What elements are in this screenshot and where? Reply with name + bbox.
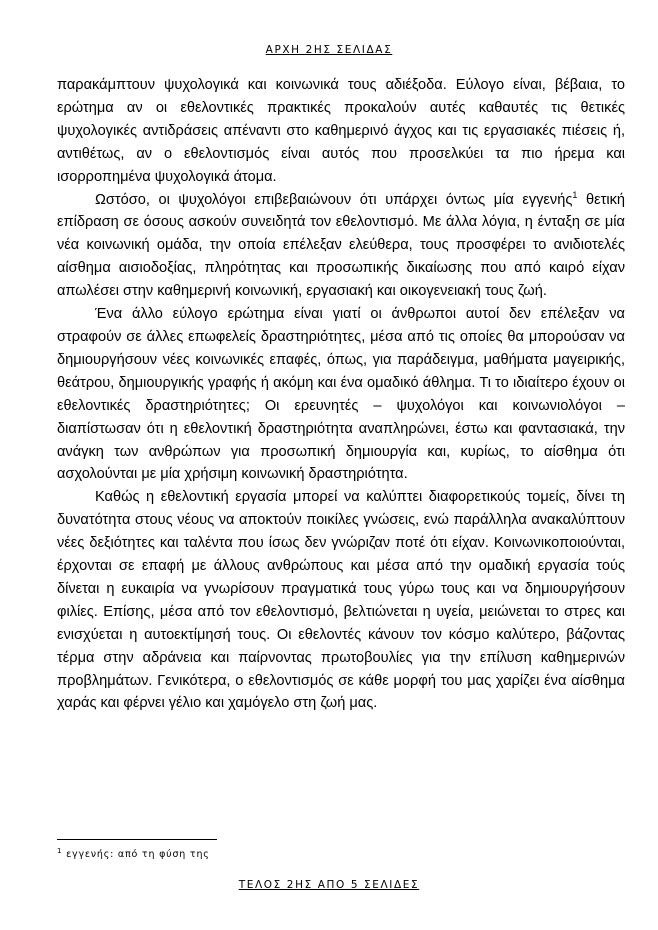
paragraph-2-part-2: θετική επίδραση σε όσους ασκούν συνειδητά τον εθελοντισμό. Με άλλα λόγια, η ένταξη σε μία νέα κοινωνική ομάδα, την οποία επέλεξαν ελεύθερα, τους προσφέρει το ανιδιοτελές αίσθημα αισιοδοξίας, πληρότητας και προσωπικής δικαίωσης που από καιρό είχαν απωλέσει στην καθημερινή κοινωνική, εργασιακή και οικογενειακή τους ζωή.	[57, 191, 625, 300]
footnote-reference: 1	[572, 189, 578, 200]
footnote-text: εγγενής: από τη φύση της	[62, 849, 210, 861]
footnote-marker: 1	[57, 847, 63, 855]
footnote-separator	[57, 839, 217, 840]
footnote	[57, 847, 557, 860]
body-text	[57, 74, 625, 715]
page-footer: ΤΕΛΟΣ 2ΗΣ ΑΠΟ 5 ΣΕΛΙΔΕΣ	[238, 879, 420, 891]
paragraph-2	[57, 189, 625, 304]
paragraph-3: Ένα άλλο εύλογο ερώτημα είναι γιατί οι άνθρωποι αυτοί δεν επέλεξαν να στραφούν σε άλλες επωφελείς δραστηριότητες, μέσα από τις οποίες θα μπορούσαν να δημιουργήσουν νέες κοινωνικές επαφές, όπως, για παράδειγμα, μαθήματα μαγειρικής, θεάτρου, δημιουργικής γραφής ή ακόμη και ένα ομαδικό άθλημα. Τι το ιδιαίτερο έχουν οι εθελοντικές δραστηριότητες; Οι ερευνητές – ψυχολόγοι και κοινωνιολόγοι – διαπίστωσαν ότι η εθελοντική δραστηριότητα αναπληρώνει, έστω και φαντασιακά, την ανάγκη των ανθρώπων για προσωπική δημιουργία και, κυρίως, το αίσθημα ότι ασχολούνται με μία χρήσιμη κοινωνική δραστηριότητα.	[57, 306, 625, 483]
paragraph-2-part-1: Ωστόσο, οι ψυχολόγοι επιβεβαιώνουν ότι υπάρχει όντως μία εγγενής	[95, 191, 573, 208]
paragraph-4: Καθώς η εθελοντική εργασία μπορεί να καλύπτει διαφορετικούς τομείς, δίνει τη δυνατότητα στους νέους να αποκτούν ποικίλες γνώσεις, ενώ παράλληλα ανακαλύπτουν νέες δεξιότητες και ταλέντα που ίσως δεν γνώριζαν ποτέ ότι είχαν. Κοινωνικοποιούνται, έρχονται σε επαφή με άλλους ανθρώπους και μέσα από την ομαδική εργασία τούς δίνεται η ευκαιρία να γνωρίσουν πραγματικά τους γύρω τους και να δημιουργήσουν φιλίες. Επίσης, μέσα από τον εθελοντισμό, βελτιώνεται η υγεία, μειώνεται το στρες και ενισχύεται η αυτοεκτίμησή τους. Οι εθελοντές κάνουν τον κόσμο καλύτερο, βάζοντας τέρμα στην αδράνεια και παίρνοντας πρωτοβουλίες για την επίλυση καθημερινών προβλημάτων. Γενικότερα, ο εθελοντισμός σε κάθε μορφή του μας χαρίζει ένα αίσθημα χαράς και φέρνει γέλιο και χαμόγελο στη ζωή μας.	[57, 489, 625, 712]
paragraph-1: παρακάμπτουν ψυχολογικά και κοινωνικά τους αδιέξοδα. Εύλογο είναι, βέβαια, το ερώτημα αν οι εθελοντικές πρακτικές προκαλούν αυτές καθαυτές τις θετικές ψυχολογικές αντιδράσεις απέναντι στο καθημερινό άγχος και τις εργασιακές πιέσεις ή, αντιθέτως, αν ο εθελοντισμός είναι αυτός που προσελκύει τα πιο ήρεμα και ισορροπημένα ψυχολογικά άτομα.	[57, 77, 625, 185]
page-header: ΑΡΧΗ 2ΗΣ ΣΕΛΙΔΑΣ	[265, 44, 393, 56]
